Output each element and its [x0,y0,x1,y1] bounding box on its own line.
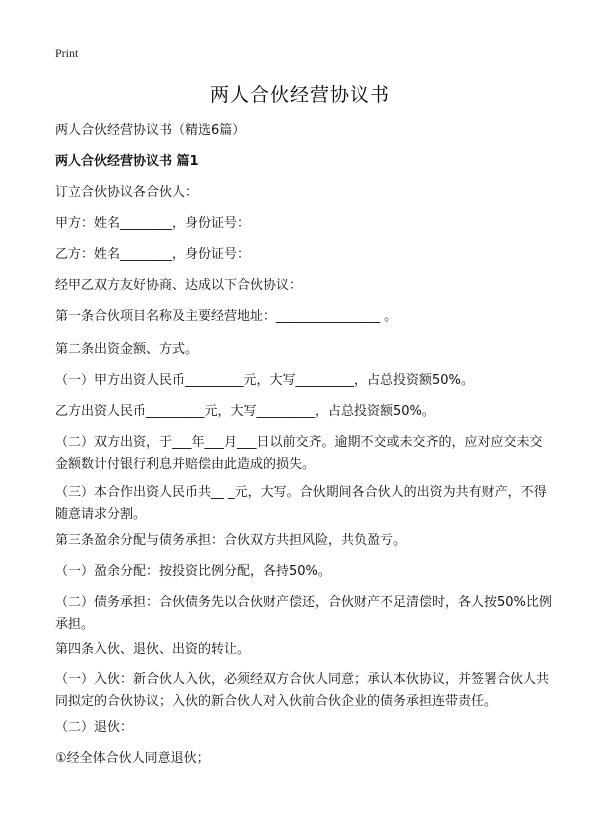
paragraph: （一）盈余分配：按投资比例分配，各持50%。 [55,564,331,579]
paragraph: （二）债务承担：合伙债务先以合伙财产偿还，合伙财产不足清偿时，各人按50%比例承担。 [55,595,552,632]
section-heading: 两人合伙经营协议书 篇1 [55,154,199,169]
paragraph: ①经全体合伙人同意退伙； [55,751,210,766]
subtitle-paragraph: 两人合伙经营协议书（精选6篇） [55,123,246,138]
paragraph: 第二条出资金额、方式。 [55,342,199,357]
paragraph: （二）退伙： [55,720,134,735]
document-title: 两人合伙经营协议书 [209,84,390,106]
paragraph: 订立合伙协议各合伙人： [55,185,199,200]
paragraph: （二）双方出资，于___年___月___日以前交齐。逾期不交或未交齐的，应对应交未交金额数计付银行利息并赔偿由此造成的损失。 [55,435,543,472]
paragraph: 乙方：姓名________，身份证号： [55,247,251,262]
paragraph: （一）入伙：新合伙人入伙，必须经双方合伙人同意；承认本伙协议，并签署合伙人共同拟定的合伙协议；入伙的新合伙人对入伙前合伙企业的债务承担连带责任。 [55,672,550,709]
paragraph: 甲方：姓名________，身份证号： [55,216,251,231]
paragraph: （三）本合作出资人民币共__ _元，大写。合伙期间各合伙人的出资为共有财产，不得随意请求分割。 [55,485,547,522]
paragraph: 第一条合伙项目名称及主要经营地址：________________ 。 [55,309,398,324]
print-label: Print [55,46,79,60]
paragraph: 第四条入伙、退伙、出资的转让。 [55,642,251,657]
paragraph: 乙方出资人民币_________元，大写_________，占总投资额50%。 [55,404,435,419]
paragraph: 第三条盈余分配与债务承担：合伙双方共担风险，共负盈亏。 [55,533,407,548]
paragraph: （一）甲方出资人民币_________元，大写_________，占总投资额50%。 [55,373,474,388]
paragraph: 经甲乙双方友好协商、达成以下合伙协议： [55,278,303,293]
